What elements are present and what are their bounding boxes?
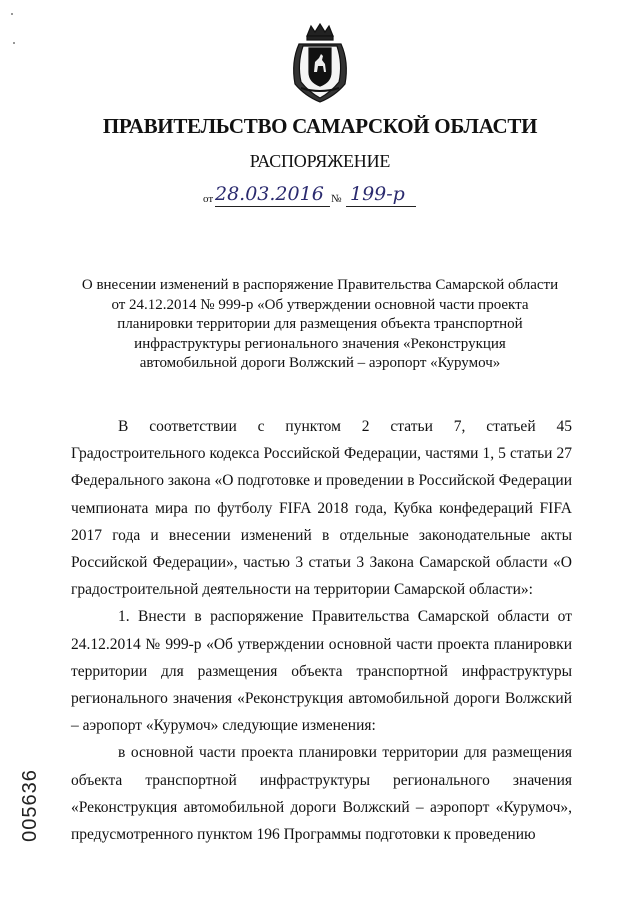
- subject-line: от 24.12.2014 № 999-р «Об утверждении основной части проекта: [111, 296, 529, 313]
- date-underline: [215, 206, 330, 207]
- scan-speck: [13, 42, 15, 44]
- subject-line: О внесении изменений в распоряжение Правительства Самарской области: [81, 277, 559, 293]
- body-paragraph: В соответствии с пунктом 2 статьи 7, статьей 45 Градостроительного кодекса Российской Федерации, частями 1, 5 статьи 27 Федерального закона «О подготовке и проведении в Российской Федерации чемпионата мира по футболу FIFA 2018 года, Кубка конфедераций FIFA 2017 года и внесении изменений в отдельные законодательные акты Российской Федерации», частью 3 статьи 3 Закона Самарской области «О градостроительной деятельности на территории Самарской области»:: [71, 418, 572, 599]
- document-type: РАСПОРЯЖЕНИЕ: [249, 151, 391, 171]
- subject-line: планировки территории для размещения объекта транспортной: [117, 316, 523, 332]
- side-registration-number: 005636: [18, 769, 41, 842]
- date-value: 28.03.2016: [215, 183, 324, 205]
- body-paragraph: 1. Внести в распоряжение Правительства Самарской области от 24.12.2014 № 999-р «Об утверждении основной части проекта планировки территории для размещения объекта транспортной инфраструктуры регионального значения «Реконструкция автомобильной дороги Волжский – аэропорт «Курумоч» следующие изменения:: [71, 608, 572, 735]
- subject-line: автомобильной дороги Волжский – аэропорт «Курумоч»: [139, 355, 501, 371]
- body-paragraph: в основной части проекта планировки территории для размещения объекта транспортной инфраструктуры регионального значения «Реконструкция автомобильной дороги Волжский – аэропорт «Курумоч», предусмотренного пунктом 196 Программы подготовки к проведению: [71, 744, 572, 844]
- government-title: ПРАВИТЕЛЬСТВО САМАРСКОЙ ОБЛАСТИ: [102, 114, 538, 138]
- date-prefix: от: [203, 193, 214, 205]
- number-value: 199-р: [350, 183, 405, 205]
- number-prefix: №: [331, 193, 342, 205]
- subject-line: инфраструктуры регионального значения «Реконструкция: [134, 335, 506, 352]
- document-body: [71, 413, 572, 848]
- date-number-line: [203, 183, 453, 213]
- coat-of-arms-icon: [285, 22, 355, 104]
- scan-speck: [11, 13, 13, 15]
- number-underline: [346, 206, 416, 207]
- document-subject: [60, 276, 580, 374]
